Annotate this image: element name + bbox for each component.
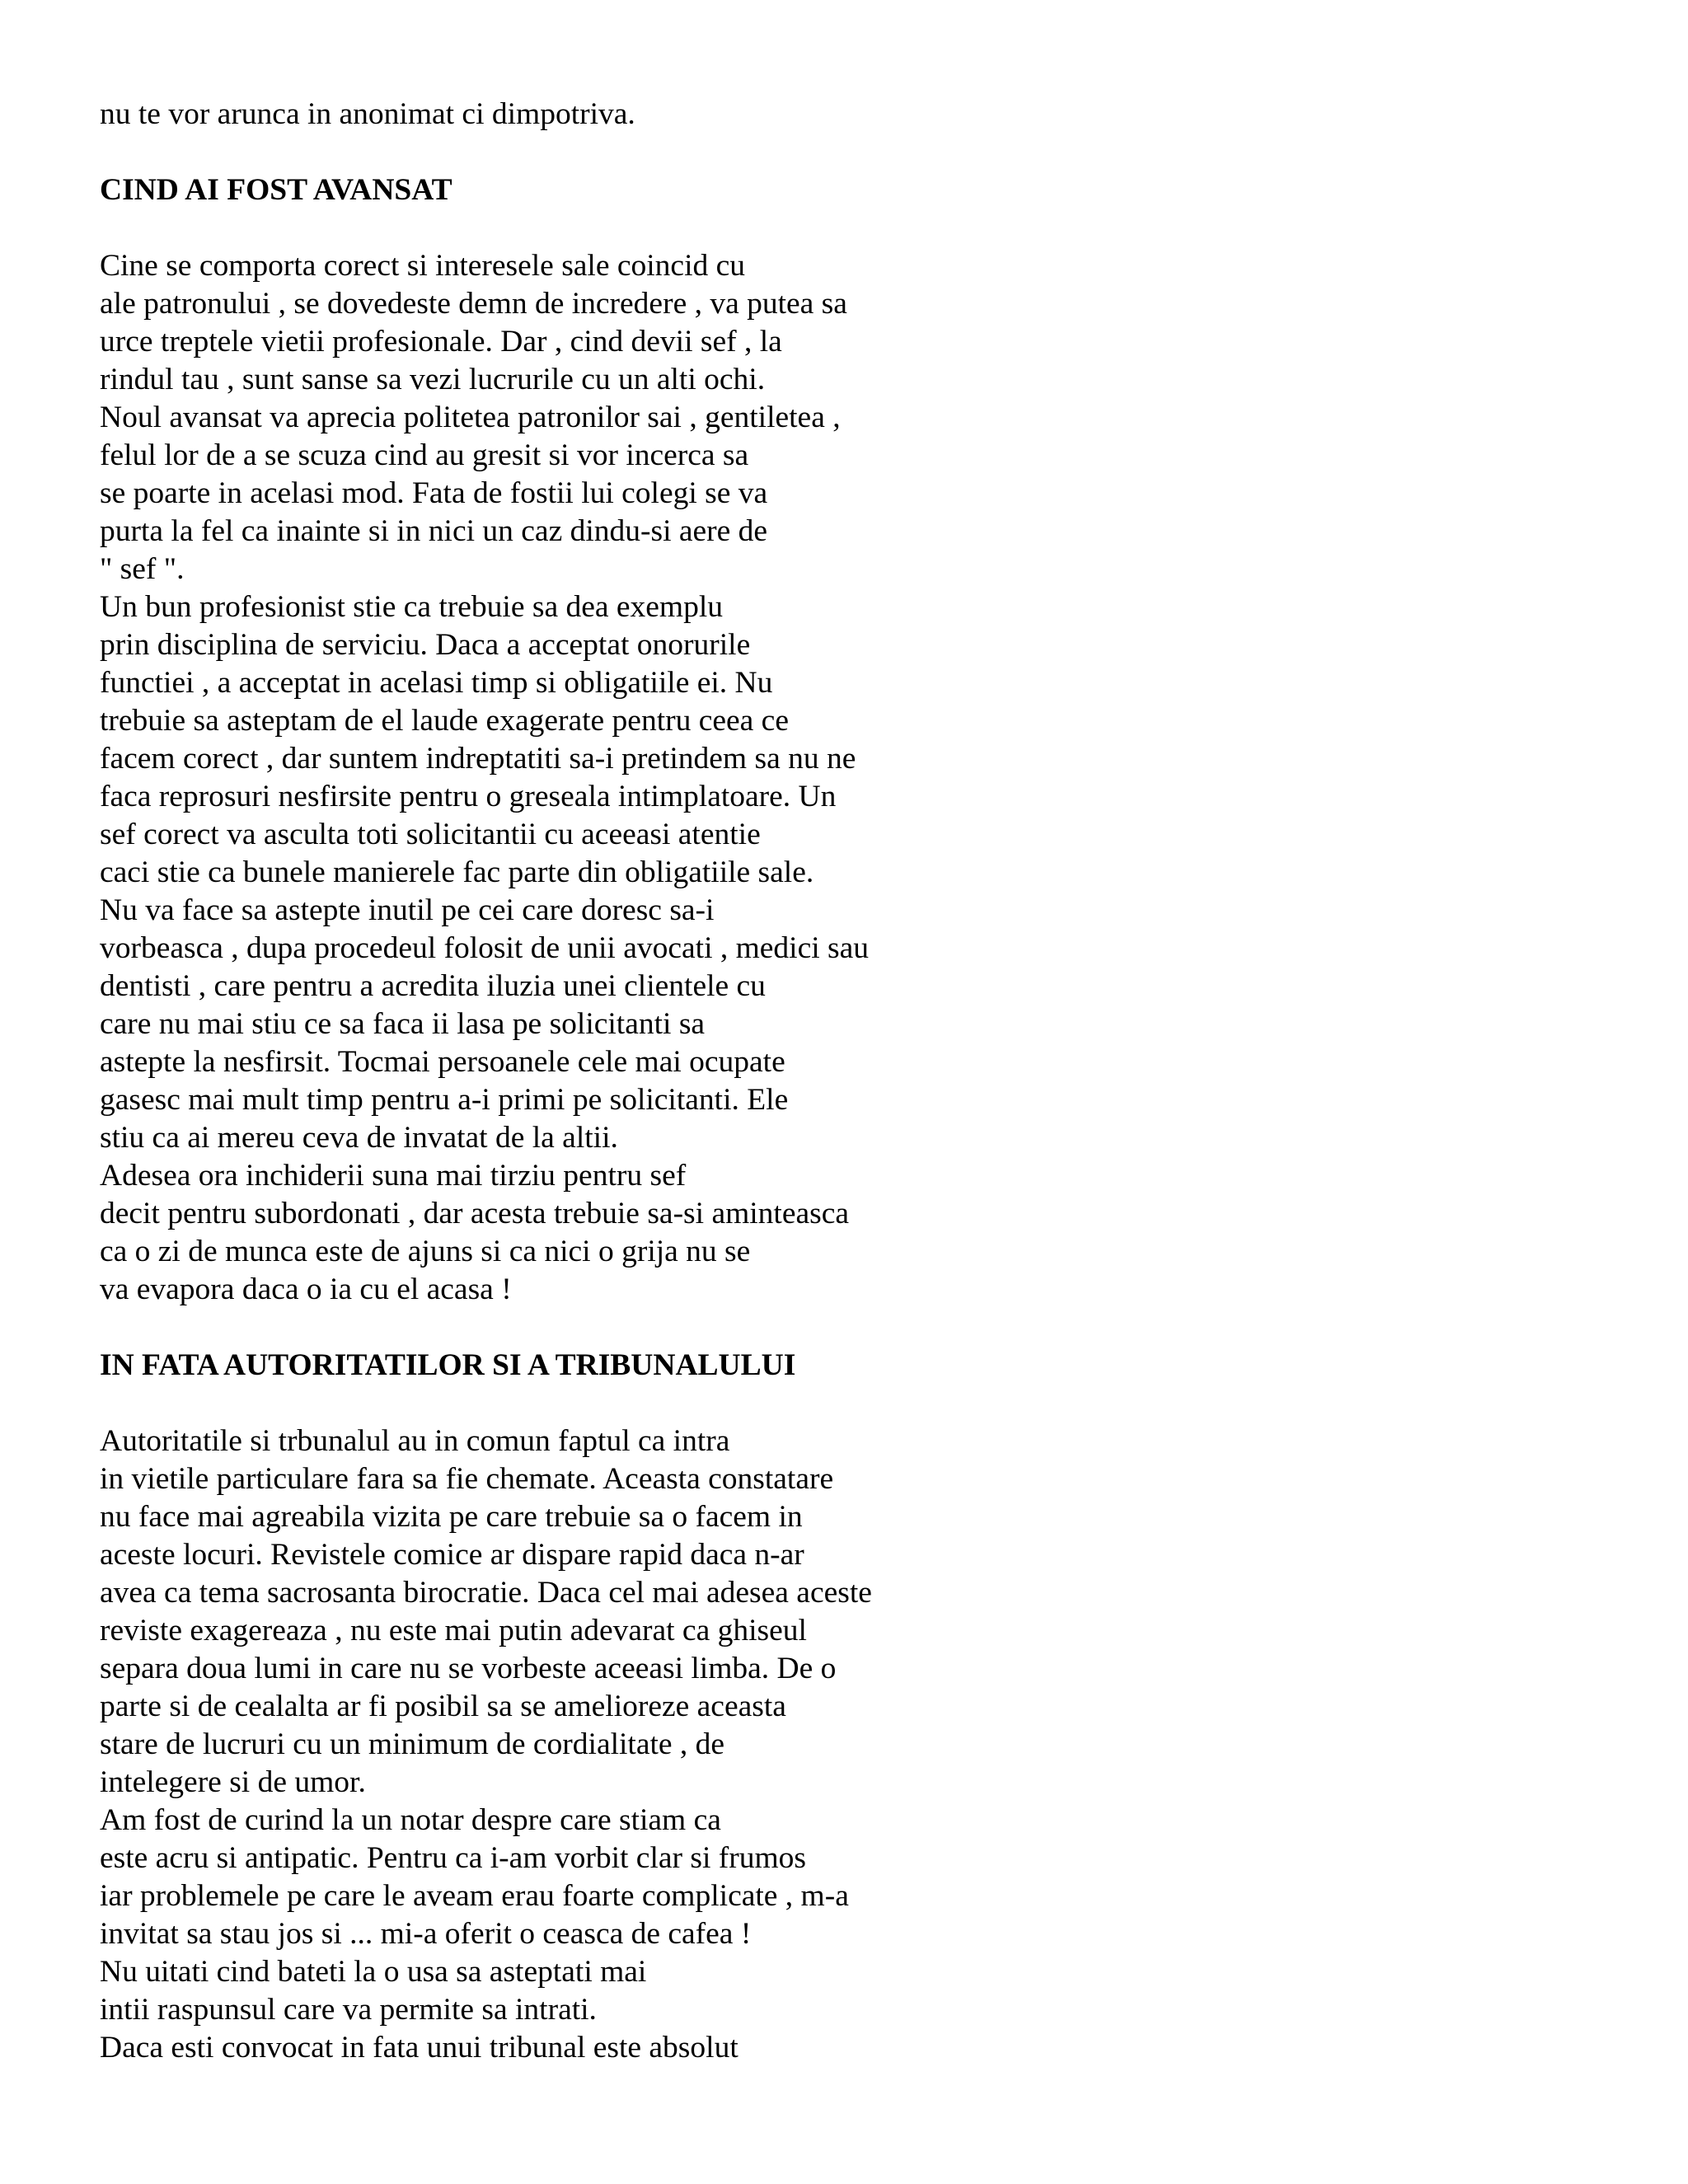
paragraph-gap: [100, 209, 1666, 247]
text-line: reviste exagereaza , nu este mai putin adevarat ca ghiseul: [100, 1614, 807, 1647]
text-line: gasesc mai mult timp pentru a-i primi pe solicitanti. Ele: [100, 1083, 789, 1117]
text-line: este acru si antipatic. Pentru ca i-am vorbit clar si frumos: [100, 1841, 807, 1875]
text-line: invitat sa stau jos si ... mi-a oferit o ceasca de cafea !: [100, 1917, 752, 1951]
text-line: se poarte in acelasi mod. Fata de fostii lui colegi se va: [100, 476, 768, 510]
text-line: prin disciplina de serviciu. Daca a acceptat onorurile: [100, 628, 751, 662]
text-line: facem corect , dar suntem indreptatiti sa-i pretindem sa nu ne: [100, 742, 856, 776]
text-line: in vietile particulare fara sa fie chemate. Aceasta constatare: [100, 1462, 834, 1496]
section-body-avansat: [100, 247, 1666, 1309]
text-line: vorbeasca , dupa procedeul folosit de unii avocati , medici sau: [100, 931, 870, 965]
paragraph-gap: [100, 134, 1666, 171]
text-line: intii raspunsul care va permite sa intrati.: [100, 1993, 597, 2027]
text-line: aceste locuri. Revistele comice ar dispare rapid daca n-ar: [100, 1538, 804, 1572]
text-line: sef corect va asculta toti solicitantii cu aceeasi atentie: [100, 818, 761, 851]
text-line: caci stie ca bunele manierele fac parte din obligatiile sale.: [100, 855, 814, 889]
text-line: trebuie sa asteptam de el laude exagerate pentru ceea ce: [100, 704, 789, 738]
paragraph-gap: [100, 1385, 1666, 1422]
text-line: functiei , a acceptat in acelasi timp si obligatiile ei. Nu: [100, 666, 773, 700]
text-line: care nu mai stiu ce sa faca ii lasa pe solicitanti sa: [100, 1007, 706, 1041]
text-line: urce treptele vietii profesionale. Dar , cind devii sef , la: [100, 325, 782, 359]
text-line: va evapora daca o ia cu el acasa !: [100, 1272, 512, 1306]
text-line: Am fost de curind la un notar despre care stiam ca: [100, 1803, 721, 1837]
section-heading-autoritati: IN FATA AUTORITATILOR SI A TRIBUNALULUI: [100, 1348, 796, 1382]
text-line: Nu uitati cind bateti la o usa sa asteptati mai: [100, 1955, 647, 1989]
text-line: stiu ca ai mereu ceva de invatat de la altii.: [100, 1121, 618, 1155]
text-line: iar problemele pe care le aveam erau foarte complicate , m-a: [100, 1879, 849, 1913]
text-line: stare de lucruri cu un minimum de cordialitate , de: [100, 1727, 725, 1761]
text-line: dentisti , care pentru a acredita iluzia unei clientele cu: [100, 969, 766, 1003]
text-line: " sef ".: [100, 552, 185, 586]
text-line: nu te vor arunca in anonimat ci dimpotriva.: [100, 97, 635, 131]
paragraph-gap: [100, 1309, 1666, 1347]
intro-paragraph: [100, 96, 1666, 134]
text-line: faca reprosuri nesfirsite pentru o greseala intimplatoare. Un: [100, 780, 837, 813]
text-line: Autoritatile si trbunalul au in comun faptul ca intra: [100, 1424, 730, 1458]
text-line: Nu va face sa astepte inutil pe cei care doresc sa-i: [100, 893, 715, 927]
document-page: [100, 96, 1666, 2067]
text-line: Cine se comporta corect si interesele sale coincid cu: [100, 249, 746, 283]
section-body-autoritati: [100, 1422, 1666, 2067]
text-line: astepte la nesfirsit. Tocmai persoanele cele mai ocupate: [100, 1045, 785, 1079]
text-line: Un bun profesionist stie ca trebuie sa dea exemplu: [100, 590, 724, 624]
text-line: Daca esti convocat in fata unui tribunal este absolut: [100, 2031, 738, 2064]
text-line: ca o zi de munca este de ajuns si ca nici o grija nu se: [100, 1235, 751, 1268]
text-line: separa doua lumi in care nu se vorbeste aceeasi limba. De o: [100, 1652, 837, 1685]
section-heading-avansat: CIND AI FOST AVANSAT: [100, 173, 452, 207]
text-line: felul lor de a se scuza cind au gresit si vor incerca sa: [100, 438, 749, 472]
text-line: intelegere si de umor.: [100, 1765, 366, 1799]
text-line: nu face mai agreabila vizita pe care trebuie sa o facem in: [100, 1500, 803, 1534]
text-line: purta la fel ca inainte si in nici un caz dindu-si aere de: [100, 514, 768, 548]
text-line: decit pentru subordonati , dar acesta trebuie sa-si aminteasca: [100, 1197, 850, 1230]
text-line: avea ca tema sacrosanta birocratie. Daca cel mai adesea aceste: [100, 1576, 872, 1610]
text-line: parte si de cealalta ar fi posibil sa se amelioreze aceasta: [100, 1690, 786, 1723]
text-line: Adesea ora inchiderii suna mai tirziu pentru sef: [100, 1159, 687, 1193]
text-line: rindul tau , sunt sanse sa vezi lucrurile cu un alti ochi.: [100, 363, 766, 396]
text-line: ale patronului , se dovedeste demn de incredere , va putea sa: [100, 287, 847, 321]
text-line: Noul avansat va aprecia politetea patronilor sai , gentiletea ,: [100, 401, 841, 434]
